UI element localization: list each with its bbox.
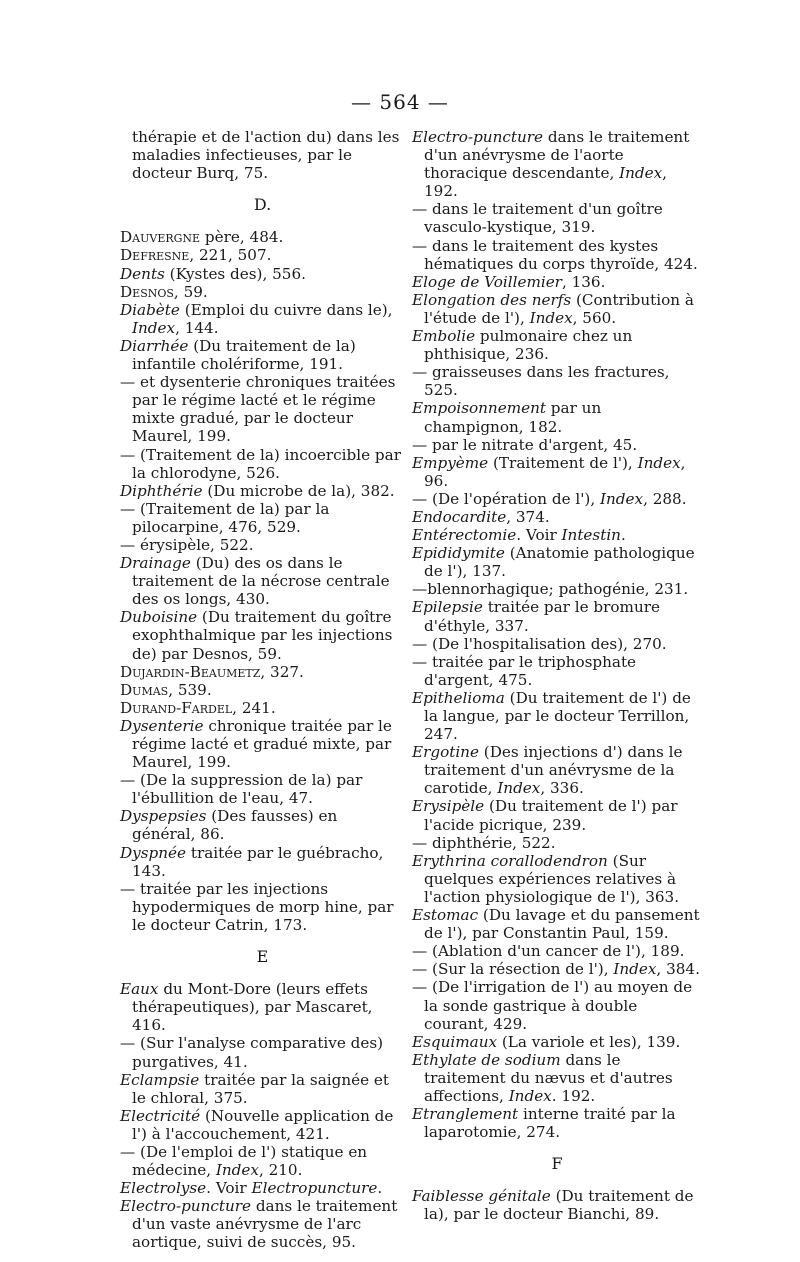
index-entry xyxy=(412,689,702,743)
entry-text: dans le traitement du nævus et d'autres affections, xyxy=(424,1050,673,1105)
entry-text: , 221, 507. xyxy=(189,246,272,265)
entry-text: thérapie et de l'action du) dans les maladies infectieuses, par le docteur Burq, 75. xyxy=(132,128,400,183)
entry-index: Index xyxy=(215,1161,259,1180)
entry-text: , 210. xyxy=(258,1161,303,1180)
entry-text: —blennorhagique; pathogénie, 231. xyxy=(412,580,689,599)
index-entry xyxy=(412,635,702,653)
entry-text: , 560. xyxy=(572,308,617,327)
entry-term: Ethylate de sodium xyxy=(412,1050,561,1069)
entry-text: — dans le traitement des kystes hématiques du corps thyroïde, 424. xyxy=(412,236,698,273)
entry-text: (Traitement de l'), xyxy=(488,453,638,472)
entry-index: Index xyxy=(508,1086,552,1105)
index-entry xyxy=(120,554,405,608)
index-entry xyxy=(120,807,405,843)
index-entry xyxy=(412,1033,702,1051)
entry-term: Eloge de Voillemier xyxy=(412,272,562,291)
entry-term: Diabète xyxy=(120,300,180,319)
entry-text: dans le traitement d'un vaste anévrysme de l'arc aortique, suivi de succès, 95. xyxy=(132,1197,398,1252)
entry-term: Diarrhée xyxy=(120,336,189,355)
index-entry xyxy=(120,283,405,301)
index-entry xyxy=(120,128,405,182)
entry-term: Empyème xyxy=(412,453,489,472)
entry-term: Drainage xyxy=(120,554,191,573)
entry-text: — dans le traitement d'un goître vasculo-kystique, 319. xyxy=(412,200,663,237)
index-entry xyxy=(120,373,405,445)
entry-term: Dents xyxy=(120,264,165,283)
index-entry xyxy=(120,771,405,807)
index-entry xyxy=(412,327,702,363)
index-entry xyxy=(120,337,405,373)
entry-index: Index xyxy=(529,308,573,327)
entry-term: Erythrina corallodendron xyxy=(412,851,608,870)
entry-text: , 384. xyxy=(656,960,700,979)
entry-text: (Du traitement de l') par l'acide picrique, 239. xyxy=(424,797,678,834)
entry-text: — traitée par le triphosphate d'argent, 475. xyxy=(412,652,637,689)
entry-term: Electro-puncture xyxy=(412,128,543,146)
index-entry xyxy=(412,490,702,508)
index-entry xyxy=(120,663,405,681)
entry-term: Electropuncture xyxy=(251,1179,378,1198)
index-entry xyxy=(412,743,702,797)
index-entry xyxy=(120,228,405,246)
entry-text: , 336. xyxy=(540,779,584,798)
entry-text: traitée par le bromure d'éthyle, 337. xyxy=(424,598,660,635)
entry-term: Erysipèle xyxy=(412,797,485,816)
entry-text: (Du traitement du goître exophthalmique par les injections de) par Desnos, 59. xyxy=(132,608,393,663)
entry-text: . xyxy=(377,1179,383,1198)
entry-text: (Anatomie pathologique de l'), 137. xyxy=(424,544,695,581)
entry-text: chronique traitée par le régime lacté et gradué mixte, par Maurel, 199. xyxy=(132,716,392,772)
index-entry xyxy=(120,608,405,662)
index-entry xyxy=(412,363,702,399)
entry-text: (Du traitement de la), par le docteur Bianchi, 89. xyxy=(424,1187,694,1224)
entry-term: Ergotine xyxy=(412,743,479,762)
index-entry xyxy=(120,1197,405,1251)
entry-index: Index xyxy=(132,318,176,337)
index-entry xyxy=(412,834,702,852)
entry-term: Estomac xyxy=(412,906,479,925)
entry-term: Eaux xyxy=(120,980,159,999)
entry-text: du Mont-Dore (leurs effets thérapeutiques), par Mascaret, 416. xyxy=(132,980,373,1035)
entry-term: Empoisonnement xyxy=(412,399,546,418)
entry-name: Defresne xyxy=(120,246,190,265)
entry-text: traitée par la saignée et le chloral, 375. xyxy=(132,1070,389,1107)
entry-text: — (Sur la résection de l'), xyxy=(412,960,614,979)
index-entry xyxy=(412,508,702,526)
index-entry xyxy=(412,1105,702,1141)
entry-term: Epilepsie xyxy=(412,598,483,617)
entry-text: — (De l'emploi de l') statique en médecine, xyxy=(120,1142,368,1180)
index-entry xyxy=(412,399,702,435)
entry-text: (Nouvelle application de l') à l'accouchement, 421. xyxy=(132,1106,394,1143)
index-entry xyxy=(120,844,405,880)
index-entry xyxy=(120,1143,405,1179)
entry-text: — érysipèle, 522. xyxy=(120,535,254,554)
entry-text: , 374. xyxy=(506,507,550,526)
index-entry xyxy=(412,598,702,634)
entry-text: pulmonaire chez un phthisique, 236. xyxy=(424,327,633,364)
index-entry xyxy=(412,580,702,598)
entry-term: Dysenterie xyxy=(120,716,204,735)
entry-text: (Du microbe de la), 382. xyxy=(202,481,395,500)
entry-name: Dumas xyxy=(120,680,169,699)
entry-text: . Voir xyxy=(206,1179,252,1198)
entry-text: — (Traitement de la) incoercible par la chlorodyne, 526. xyxy=(120,445,401,482)
entry-term: Eclampsie xyxy=(120,1070,200,1089)
entry-text: — par le nitrate d'argent, 45. xyxy=(412,435,638,454)
entry-text: , 136. xyxy=(561,272,606,291)
entry-text: , 144. xyxy=(175,318,219,337)
index-entry xyxy=(412,797,702,833)
index-entry xyxy=(120,681,405,699)
entry-term: Entérectomie xyxy=(412,526,517,545)
section-letter: E xyxy=(256,947,269,967)
entry-term: Dyspnée xyxy=(120,843,187,862)
entry-text: , 327. xyxy=(260,662,304,681)
index-entry xyxy=(120,717,405,771)
entry-text: — (De l'opération de l'), xyxy=(412,489,600,508)
index-entry xyxy=(120,265,405,283)
entry-text: . Voir xyxy=(516,526,562,545)
entry-term: Epididymite xyxy=(412,544,505,563)
index-entry xyxy=(120,536,405,554)
entry-term: Electrolyse xyxy=(120,1179,207,1198)
index-entry xyxy=(412,978,702,1032)
entry-index: Index xyxy=(637,453,681,472)
entry-text: (Sur quelques expériences relatives à l'action physiologique de l'), 363. xyxy=(424,851,680,906)
entry-term: Elongation des nerfs xyxy=(412,290,572,309)
entry-text: , 96. xyxy=(424,453,686,490)
entry-text: (Emploi du cuivre dans le), xyxy=(179,300,393,319)
index-entry xyxy=(120,699,405,717)
page-number: — 564 — xyxy=(351,90,449,114)
entry-text: père, 484. xyxy=(200,228,284,247)
index-entry xyxy=(412,526,702,544)
entry-term: Faiblesse génitale xyxy=(412,1187,551,1206)
entry-term: Electro-puncture xyxy=(120,1197,251,1216)
entry-text: par un champignon, 182. xyxy=(424,399,602,436)
index-entry xyxy=(120,482,405,500)
entry-name: Desnos xyxy=(120,282,174,301)
entry-text: , 241. xyxy=(232,698,276,717)
index-entry xyxy=(412,544,702,580)
index-entry xyxy=(120,446,405,482)
entry-term: Etranglement xyxy=(412,1105,519,1124)
entry-text: — (De l'irrigation de l') au moyen de la sonde gastrique à double courant, 429. xyxy=(412,978,693,1033)
index-entry xyxy=(120,301,405,337)
entry-text: dans le traitement d'un anévrysme de l'aorte thoracique descendante, xyxy=(424,128,690,183)
entry-text: (La variole et les), 139. xyxy=(497,1032,681,1051)
entry-text: . 192. xyxy=(551,1086,596,1105)
entry-text: — (Sur l'analyse comparative des) purgatives, 41. xyxy=(120,1034,384,1071)
entry-text: (Des injections d') dans le traitement d'un anévrysme de la carotide, xyxy=(424,743,683,798)
entry-index: Index xyxy=(497,779,541,798)
entry-text: (Du traitement de la) infantile cholériforme, 191. xyxy=(132,336,356,374)
entry-name: Dujardin-Beaumetz xyxy=(120,662,261,681)
entry-text: (Des fausses) en général, 86. xyxy=(132,807,338,844)
entry-text: , 539. xyxy=(168,680,212,699)
entry-name: Dauvergne xyxy=(120,228,201,247)
entry-term: Dyspepsies xyxy=(120,807,207,826)
entry-text: (Du) des os dans le traitement de la nécrose centrale des os longs, 430. xyxy=(132,554,390,609)
entry-text: traitée par le guébracho, 143. xyxy=(132,843,384,880)
entry-text: , 288. xyxy=(643,489,687,508)
index-entry xyxy=(120,1179,405,1197)
entry-text: (Contribution à l'étude de l'), xyxy=(424,290,694,327)
entry-text: — (De la suppression de la) par l'ébullition de l'eau, 47. xyxy=(120,771,363,808)
entry-term: Diphthérie xyxy=(120,481,203,500)
index-column-left xyxy=(120,128,405,1252)
index-entry xyxy=(412,1051,702,1105)
index-entry xyxy=(412,128,702,200)
entry-text: — diphthérie, 522. xyxy=(412,833,556,852)
entry-text: . xyxy=(620,526,626,545)
index-column-right xyxy=(412,128,702,1224)
entry-term: Endocardite xyxy=(412,507,507,526)
index-entry xyxy=(120,1034,405,1070)
entry-index: Index xyxy=(613,960,657,979)
entry-text: interne traité par la laparotomie, 274. xyxy=(424,1105,676,1142)
entry-text: (Kystes des), 556. xyxy=(164,264,306,283)
entry-text: — graisseuses dans les fractures, 525. xyxy=(412,363,670,400)
entry-text: — et dysenterie chroniques traitées par le régime lacté et le régime mixte gradué, par le docteur Maurel, 199. xyxy=(120,373,396,446)
index-entry xyxy=(412,436,702,454)
entry-text: — (Ablation d'un cancer de l'), 189. xyxy=(412,942,685,961)
index-entry xyxy=(412,454,702,490)
entry-text: — (Traitement de la) par la pilocarpine, 476, 529. xyxy=(120,499,330,536)
entry-index: Index xyxy=(619,164,663,183)
index-entry xyxy=(412,291,702,327)
entry-term: Esquimaux xyxy=(412,1032,498,1051)
entry-index: Index xyxy=(600,489,644,508)
entry-text: , 59. xyxy=(173,282,208,301)
index-entry xyxy=(120,980,405,1034)
entry-text: (Du lavage et du pansement de l'), par Constantin Paul, 159. xyxy=(424,906,700,943)
section-letter: F xyxy=(551,1154,563,1174)
index-entry xyxy=(412,906,702,942)
entry-text: (Du traitement de l') de la langue, par le docteur Terrillon, 247. xyxy=(424,688,691,744)
index-entry xyxy=(412,653,702,689)
index-entry xyxy=(120,246,405,264)
entry-name: Durand-Fardel xyxy=(120,698,233,717)
entry-term: Duboisine xyxy=(120,608,198,627)
entry-term: Electricité xyxy=(120,1106,201,1125)
entry-term: Epithelioma xyxy=(412,688,505,707)
index-entry xyxy=(412,273,702,291)
index-entry xyxy=(412,1187,702,1223)
index-entry xyxy=(412,942,702,960)
entry-term: Intestin xyxy=(561,526,621,545)
entry-text: , 192. xyxy=(424,164,667,201)
index-entry xyxy=(412,200,702,236)
index-entry xyxy=(412,852,702,906)
index-entry xyxy=(412,237,702,273)
entry-text: — (De l'hospitalisation des), 270. xyxy=(412,634,667,653)
index-entry xyxy=(120,1071,405,1107)
index-entry xyxy=(412,960,702,978)
entry-text: — traitée par les injections hypodermiques de morp hine, par le docteur Catrin, 173. xyxy=(120,879,394,934)
section-letter: D. xyxy=(253,195,272,215)
entry-term: Embolie xyxy=(412,327,476,346)
index-entry xyxy=(120,500,405,536)
index-entry xyxy=(120,1107,405,1143)
index-entry xyxy=(120,880,405,934)
